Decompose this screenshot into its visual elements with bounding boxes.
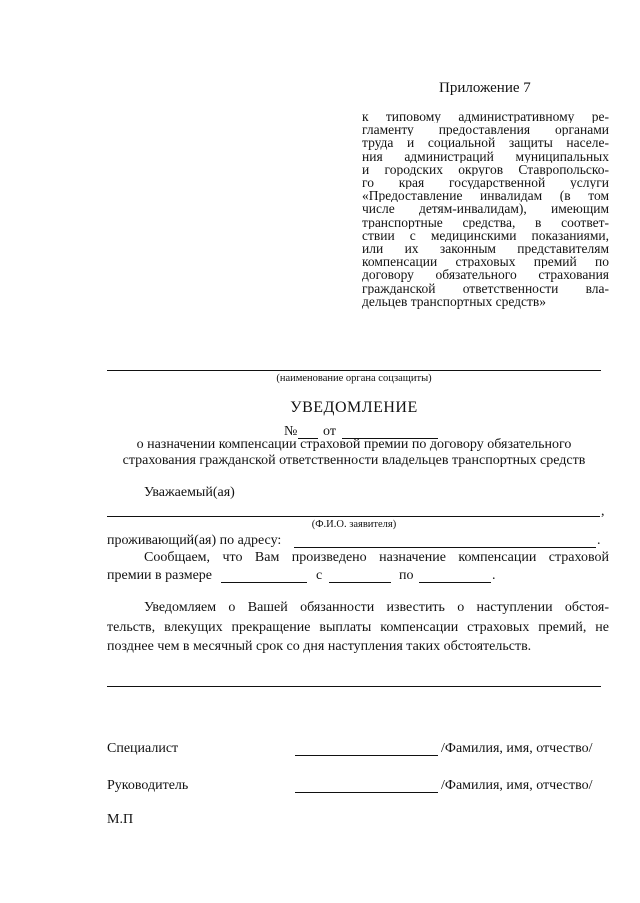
paragraph2-line2: тельств, влекущих прекращение выплаты компенсации страховых премий, не [107,620,609,635]
applicant-name-line[interactable] [107,516,600,517]
appendix-line: или их законным представителям [362,242,609,256]
appendix-line: ния администраций муниципальных [362,149,609,163]
period-to-label: по [399,568,414,583]
notice-subject-line1: о назначении компенсации страховой премии по договору обязательного [136,437,572,452]
name-caption: (Ф.И.О. заявителя) [311,519,397,530]
appendix-line: го края государственной услуги [362,176,609,190]
notice-subject-line2: страхования гражданской ответственности владельцев транспортных средств [122,453,586,468]
number-label: № [284,424,298,439]
address-period: . [597,533,601,548]
name-comma: , [601,504,605,519]
paragraph1-period: . [492,568,496,583]
appendix-line: договору обязательного страхования [362,268,609,282]
specialist-fio-caption: /Фамилия, имя, отчество/ [441,741,593,756]
address-label: проживающий(ая) по адресу: [107,533,282,548]
manager-fio-caption: /Фамилия, имя, отчество/ [441,778,593,793]
appendix-line: к типовому административному ре- [362,110,609,124]
appendix-line: дельцев транспортных средств» [362,293,547,309]
paragraph2-line3: позднее чем в месячный срок со дня наступления таких обстоятельств. [107,639,532,654]
appendix-line: гламенту предоставления органами [362,123,609,137]
period-from-blank[interactable] [329,582,391,583]
appendix-description [362,110,609,308]
specialist-label: Специалист [107,741,179,756]
date-label: от [323,424,336,439]
appendix-line: труда и социальной защиты населе- [362,136,609,150]
address-line[interactable] [294,547,596,548]
appendix-line: гражданской ответственности вла- [362,281,609,295]
greeting: Уважаемый(ая) [144,485,235,500]
stamp-label: М.П [107,812,134,827]
appendix-line: и городских округов Ставропольско- [362,162,609,177]
appendix-line: компенсации страховых премий по [362,255,609,269]
manager-label: Руководитель [107,778,189,793]
org-name-line [107,370,601,371]
specialist-signature-line[interactable] [295,755,438,756]
paragraph1-line1: Сообщаем, что Вам произведено назначение компенсации страховой [144,550,609,565]
appendix-line: «Предоставление инвалидам (в том [362,189,609,203]
appendix-line: числе детям-инвалидам), имеющим [362,202,609,216]
org-caption: (наименование органа соцзащиты) [276,373,432,384]
notice-title: УВЕДОМЛЕНИЕ [290,399,418,416]
period-from-label: с [316,568,323,583]
appendix-line: транспортные средства, в соответ- [362,215,609,229]
paragraph1-amount-label: премии в размере [107,568,212,583]
appendix-title: Приложение 7 [439,80,531,96]
manager-signature-line[interactable] [295,792,438,793]
appendix-line: ствии с медицинскими показаниями, [362,228,609,243]
separator-line [107,686,601,687]
period-to-blank[interactable] [419,582,491,583]
paragraph2-line1: Уведомляем о Вашей обязанности известить о наступлении обстоя- [144,600,609,615]
amount-blank[interactable] [221,582,307,583]
